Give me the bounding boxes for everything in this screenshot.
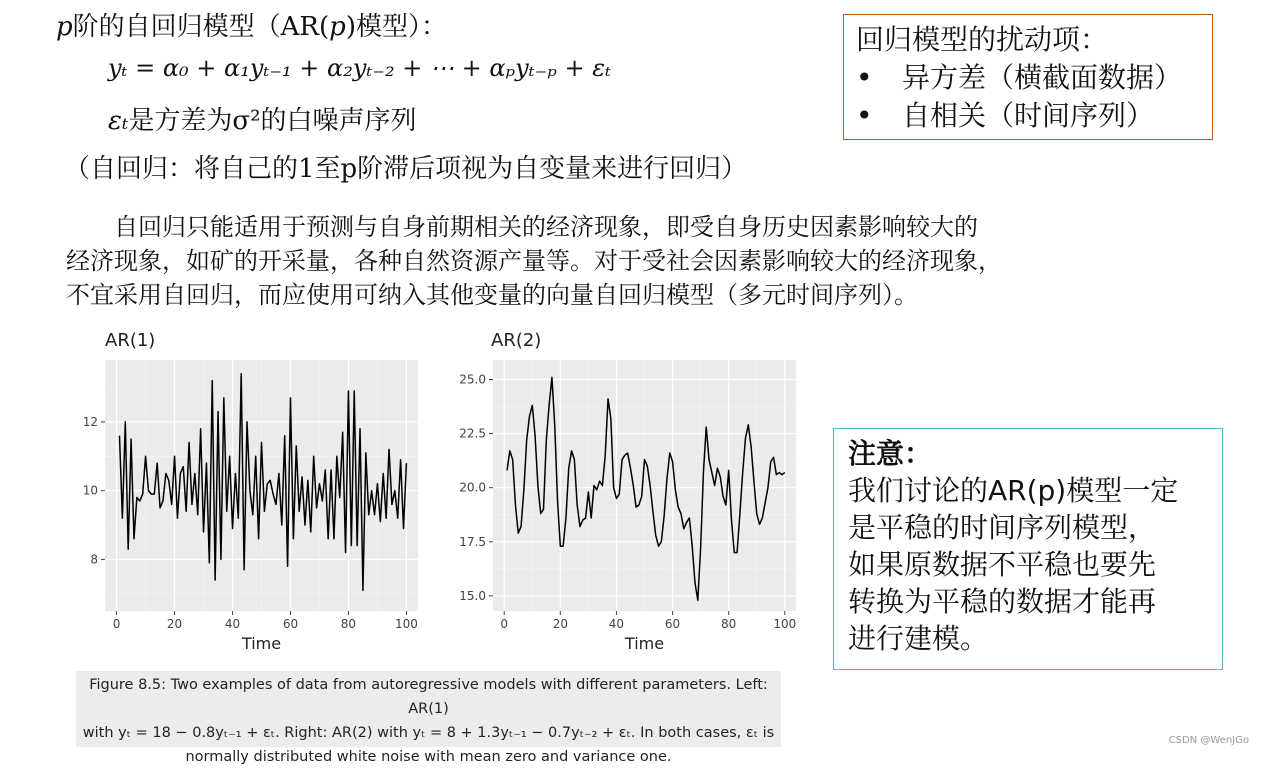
- disturbance-item-2: [856, 97, 1200, 135]
- ar1-xtick-label: 40: [224, 617, 241, 631]
- paragraph-line-3: 不宜采用自回归，而应使用可纳入其他变量的向量自回归模型（多元时间序列）。: [66, 281, 918, 309]
- ar1-xtick-label: 60: [282, 617, 299, 631]
- paragraph-line-1: 自回归只能适用于预测与自身前期相关的经济现象，即受自身历史因素影响较大的: [66, 213, 978, 241]
- ar1-xtick-label: 20: [166, 617, 183, 631]
- ar1-xlabel: Time: [241, 634, 282, 653]
- ar2-xlabel: Time: [624, 634, 665, 653]
- note-line-4: 转换为平稳的数据才能再: [848, 585, 1157, 618]
- ar1-xtick-label: 100: [394, 617, 418, 631]
- ar1-title: AR(1): [105, 330, 156, 351]
- epsilon-description: [108, 100, 417, 137]
- ar2-chart: [459, 330, 796, 653]
- disturbance-title: 回归模型的扰动项：: [856, 23, 1109, 56]
- disturbance-item-1: [856, 59, 1200, 97]
- ar2-xtick-label: 60: [664, 617, 681, 631]
- note-line-5: 进行建模。: [848, 622, 989, 655]
- note-box: [833, 428, 1223, 670]
- disturbance-item-2-text: 自相关（时间序列）: [902, 99, 1155, 132]
- body-paragraph: [66, 210, 1166, 312]
- bullet-2: •: [856, 99, 873, 132]
- note-line-3: 如果原数据不平稳也要先: [848, 548, 1157, 581]
- figure-charts: [70, 322, 810, 667]
- ar2-xtick-label: 20: [552, 617, 568, 631]
- model-heading: [56, 6, 447, 43]
- heading-p-var: p: [56, 12, 73, 42]
- ar2-ytick-label: 17.5: [459, 534, 486, 549]
- ar1-ytick-label: 12: [82, 414, 98, 429]
- ar2-title: AR(2): [491, 330, 542, 351]
- ar1-chart: [83, 330, 418, 653]
- epsilon-text: 是方差为σ²的白噪声序列: [128, 106, 417, 136]
- note-title: 注意：: [848, 437, 933, 470]
- ar2-ytick-label: 15.0: [459, 588, 486, 603]
- ar1-ytick-label: 8: [90, 552, 98, 567]
- ar1-xtick-label: 0: [112, 617, 121, 631]
- ar2-xtick-label: 100: [773, 617, 797, 631]
- bullet-1: •: [856, 61, 873, 94]
- ar-equation: yₜ = α₀ + α₁yₜ₋₁ + α₂yₜ₋₂ + ⋯ + αₚyₜ₋ₚ + εₜ: [108, 54, 612, 82]
- caption-line-1: Figure 8.5: Two examples of data from autoregressive models with different parameters. Left: AR(1): [89, 677, 768, 717]
- caption-line-3: normally distributed white noise with mean zero and variance one.: [185, 749, 672, 765]
- ar1-xtick-label: 80: [340, 617, 357, 631]
- ar2-ytick-label: 22.5: [459, 426, 486, 441]
- epsilon-symbol: εₜ: [108, 106, 129, 136]
- heading-text-after: )模型）：: [345, 12, 447, 42]
- ar2-ytick-label: 25.0: [459, 372, 486, 387]
- note-line-2: 是平稳的时间序列模型，: [848, 511, 1157, 544]
- disturbance-box: [843, 14, 1213, 140]
- watermark: CSDN @WenJGo: [1168, 735, 1249, 746]
- note-line-1: 我们讨论的AR(p)模型一定: [848, 474, 1179, 507]
- heading-p-var-2: p: [329, 12, 346, 42]
- ar2-xtick-label: 40: [608, 617, 625, 631]
- ar2-ytick-label: 20.0: [459, 480, 486, 495]
- caption-line-2: with yₜ = 18 − 0.8yₜ₋₁ + εₜ. Right: AR(2) with yₜ = 8 + 1.3yₜ₋₁ − 0.7yₜ₋₂ + εₜ. In both cases, εₜ is: [82, 725, 775, 741]
- figure-caption: [76, 671, 781, 765]
- autoregression-note: （自回归：将自己的1至p阶滞后项视为自变量来进行回归）: [64, 154, 748, 184]
- ar2-xtick-label: 80: [721, 617, 737, 631]
- ar2-xtick-label: 0: [500, 617, 509, 631]
- heading-text-before: 阶的自回归模型（AR(: [72, 12, 330, 42]
- disturbance-item-1-text: 异方差（横截面数据）: [902, 61, 1183, 94]
- ar1-ytick-label: 10: [82, 483, 98, 498]
- paragraph-line-2: 经济现象，如矿的开采量，各种自然资源产量等。对于受社会因素影响较大的经济现象，: [66, 247, 1002, 275]
